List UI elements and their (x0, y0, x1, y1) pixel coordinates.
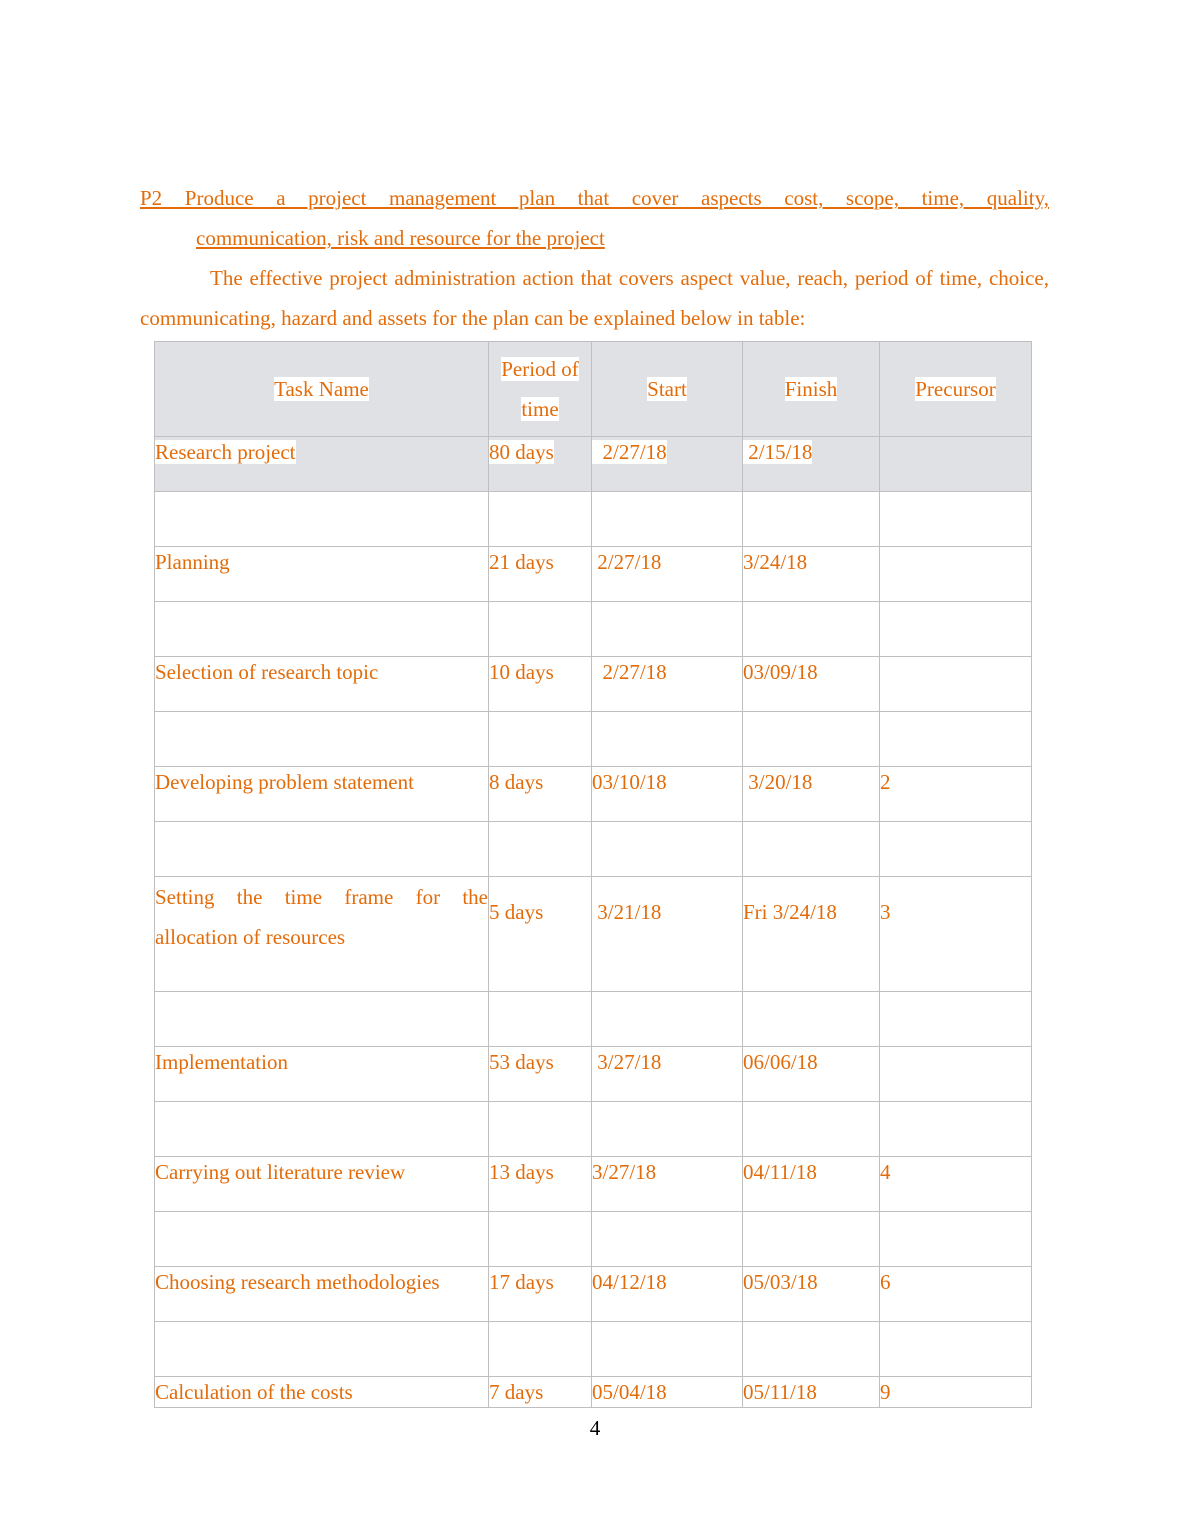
cell-task: Research project (155, 437, 489, 492)
section-heading-line1: P2 Produce a project management plan that cover aspects cost, scope, time, quality, (140, 186, 1049, 210)
cell-task: Selection of research topic (155, 657, 489, 712)
cell-finish: 03/09/18 (743, 657, 880, 712)
cell-precursor (880, 547, 1032, 602)
cell-precursor: 6 (880, 1267, 1032, 1322)
table-row-blank (155, 712, 1032, 767)
cell-task: Planning (155, 547, 489, 602)
intro-paragraph: The effective project administration action that covers aspect value, reach, period of time, choice, communicating, hazard and assets for the plan can be explained below in table: (140, 266, 1049, 330)
table-row-blank (155, 822, 1032, 877)
header-task-name: Task Name (155, 342, 489, 437)
cell-task: Choosing research methodologies (155, 1267, 489, 1322)
section-heading-line2: communication, risk and resource for the project (196, 226, 605, 250)
cell-start: 3/21/18 (592, 877, 743, 992)
cell-task: Carrying out literature review (155, 1157, 489, 1212)
table-row (155, 767, 1032, 822)
cell-task: Developing problem statement (155, 767, 489, 822)
cell-precursor: 3 (880, 877, 1032, 992)
table-row (155, 547, 1032, 602)
cell-start: 05/04/18 (592, 1377, 743, 1408)
cell-precursor (880, 657, 1032, 712)
cell-period: 7 days (489, 1377, 592, 1408)
cell-task: Calculation of the costs (155, 1377, 489, 1408)
header-start: Start (592, 342, 743, 437)
cell-finish: 3/20/18 (743, 767, 880, 822)
cell-period: 21 days (489, 547, 592, 602)
cell-start: 2/27/18 (592, 437, 743, 492)
cell-finish: 05/03/18 (743, 1267, 880, 1322)
table-row (155, 657, 1032, 712)
table-row (155, 877, 1032, 992)
header-precursor: Precursor (880, 342, 1032, 437)
cell-precursor (880, 1047, 1032, 1102)
cell-period: 13 days (489, 1157, 592, 1212)
table-row-blank (155, 1212, 1032, 1267)
cell-task: Setting the time frame for the allocation of resources (155, 877, 489, 992)
table-row-blank (155, 492, 1032, 547)
cell-start: 3/27/18 (592, 1157, 743, 1212)
cell-period: 8 days (489, 767, 592, 822)
cell-finish: 06/06/18 (743, 1047, 880, 1102)
table-row (155, 1267, 1032, 1322)
table-row (155, 1047, 1032, 1102)
cell-start: 2/27/18 (592, 547, 743, 602)
cell-start: 03/10/18 (592, 767, 743, 822)
table-row-blank (155, 1322, 1032, 1377)
cell-precursor: 2 (880, 767, 1032, 822)
cell-period: 53 days (489, 1047, 592, 1102)
cell-precursor (880, 437, 1032, 492)
cell-period: 80 days (489, 437, 592, 492)
cell-start: 2/27/18 (592, 657, 743, 712)
table-row (155, 1377, 1032, 1408)
table-row-blank (155, 1102, 1032, 1157)
cell-finish: 3/24/18 (743, 547, 880, 602)
cell-task: Implementation (155, 1047, 489, 1102)
cell-finish: 05/11/18 (743, 1377, 880, 1408)
project-plan-table (154, 341, 1032, 1408)
table-row (155, 437, 1032, 492)
cell-period: 10 days (489, 657, 592, 712)
cell-finish: Fri 3/24/18 (743, 877, 880, 992)
cell-finish: 2/15/18 (743, 437, 880, 492)
table-row-blank (155, 602, 1032, 657)
cell-finish: 04/11/18 (743, 1157, 880, 1212)
table-row (155, 1157, 1032, 1212)
table-header-row (155, 342, 1032, 437)
table-row-blank (155, 992, 1032, 1047)
header-period: Period of time (489, 342, 592, 437)
cell-precursor: 4 (880, 1157, 1032, 1212)
page-number: 4 (589, 1416, 601, 1440)
cell-start: 04/12/18 (592, 1267, 743, 1322)
cell-start: 3/27/18 (592, 1047, 743, 1102)
cell-period: 17 days (489, 1267, 592, 1322)
cell-precursor: 9 (880, 1377, 1032, 1408)
cell-period: 5 days (489, 877, 592, 992)
header-finish: Finish (743, 342, 880, 437)
